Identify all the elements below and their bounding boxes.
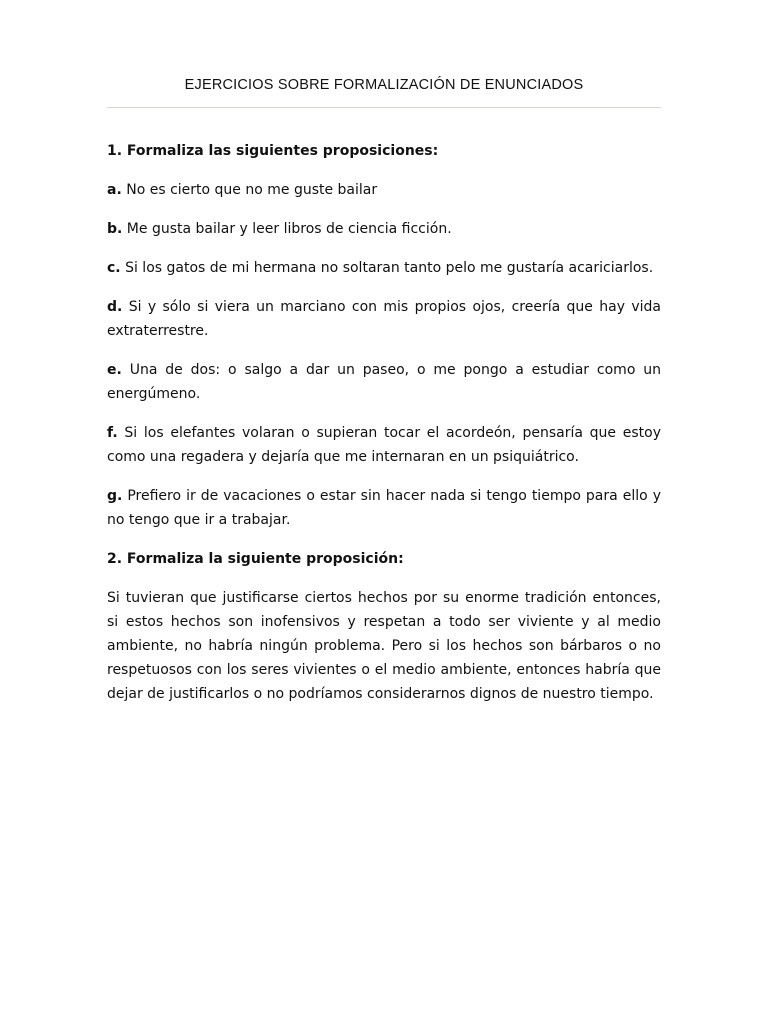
item-text: Una de dos: o salgo a dar un paseo, o me pongo a estudiar como un energúmeno. — [107, 362, 662, 402]
exercise-item-g — [107, 484, 661, 532]
exercise-item-c — [107, 256, 661, 280]
exercise-item-a — [107, 178, 661, 202]
section-2-heading: 2. Formaliza la siguiente proposición: — [107, 551, 404, 567]
item-text: Prefiero ir de vacaciones o estar sin hacer nada si tengo tiempo para ello y no tengo que ir a trabajar. — [107, 488, 661, 528]
exercise-item-e — [107, 358, 661, 406]
exercise-item-d — [107, 295, 661, 343]
exercise-item-b — [107, 217, 661, 241]
item-letter: f. — [107, 425, 118, 441]
item-text: Si los gatos de mi hermana no soltaran tanto pelo me gustaría acariciarlos. — [125, 260, 654, 276]
item-text: Si los elefantes volaran o supieran tocar el acordeón, pensaría que estoy como una regadera y dejaría que me internaran en un psiquiátrico. — [107, 425, 662, 465]
item-text: Si y sólo si viera un marciano con mis propios ojos, creería que hay vida extraterrestre. — [107, 299, 661, 339]
section-1-heading: 1. Formaliza las siguientes proposiciones: — [107, 143, 439, 159]
item-letter: a. — [107, 182, 122, 198]
document-title: EJERCICIOS SOBRE FORMALIZACIÓN DE ENUNCIADOS — [184, 77, 584, 93]
item-letter: b. — [107, 221, 123, 237]
exercise-item-f — [107, 421, 661, 469]
section-2-paragraph: Si tuvieran que justificarse ciertos hechos por su enorme tradición entonces, si estos hechos son inofensivos y respetan a todo ser viviente y al medio ambiente, no habría ningún problema. Pero si los hechos son bárbaros o no respetuosos con los seres vivientes o el medio ambiente, entonces habría que dejar de justificarlos o no podríamos considerarnos dignos de nuestro tiempo. — [107, 590, 661, 702]
item-letter: e. — [107, 362, 122, 378]
document-body — [107, 139, 661, 706]
item-letter: d. — [107, 299, 123, 315]
item-letter: g. — [107, 488, 123, 504]
item-text: Me gusta bailar y leer libros de ciencia ficción. — [126, 221, 452, 237]
item-text: No es cierto que no me guste bailar — [126, 182, 378, 198]
title-divider — [107, 107, 661, 108]
item-letter: c. — [107, 260, 121, 276]
